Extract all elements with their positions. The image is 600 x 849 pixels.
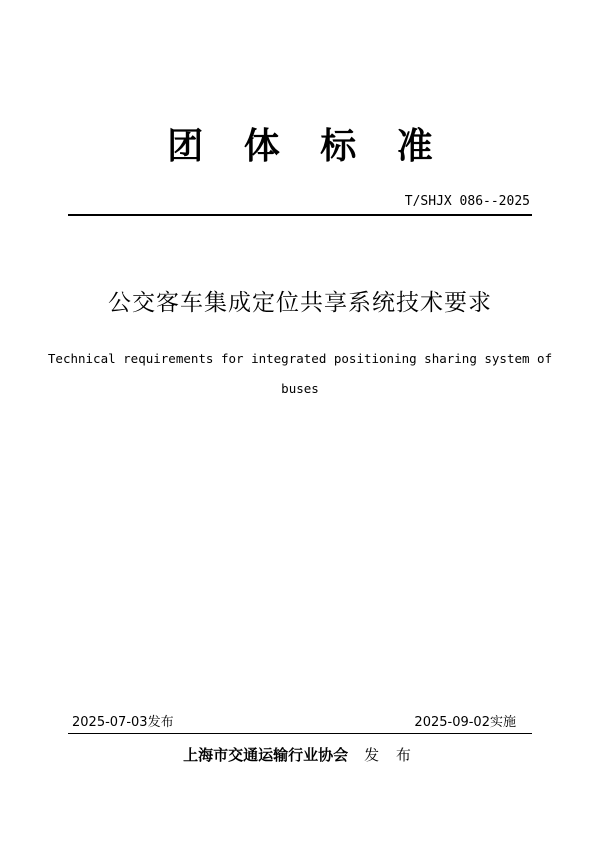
implement-label: 实施 (489, 715, 516, 730)
issuer-name: 上海市交通运输行业协会 (183, 746, 349, 764)
bottom-divider (68, 733, 532, 734)
issuer-action: 发 布 (364, 746, 417, 764)
english-title: Technical requirements for integrated positioning sharing system of buses (47, 351, 553, 396)
issuer-row (0, 744, 600, 765)
document-category-title: 团 体 标 准 (167, 126, 447, 167)
release-date: 2025-07-03 (72, 715, 148, 730)
release-label: 发布 (147, 715, 174, 730)
chinese-title: 公交客车集成定位共享系统技术要求 (108, 290, 492, 316)
implement-date: 2025-09-02 (414, 715, 490, 730)
top-divider (68, 214, 532, 216)
implement-date-block (414, 711, 516, 730)
standard-number: T/SHJX 086--2025 (404, 194, 530, 209)
release-date-block (72, 711, 174, 730)
